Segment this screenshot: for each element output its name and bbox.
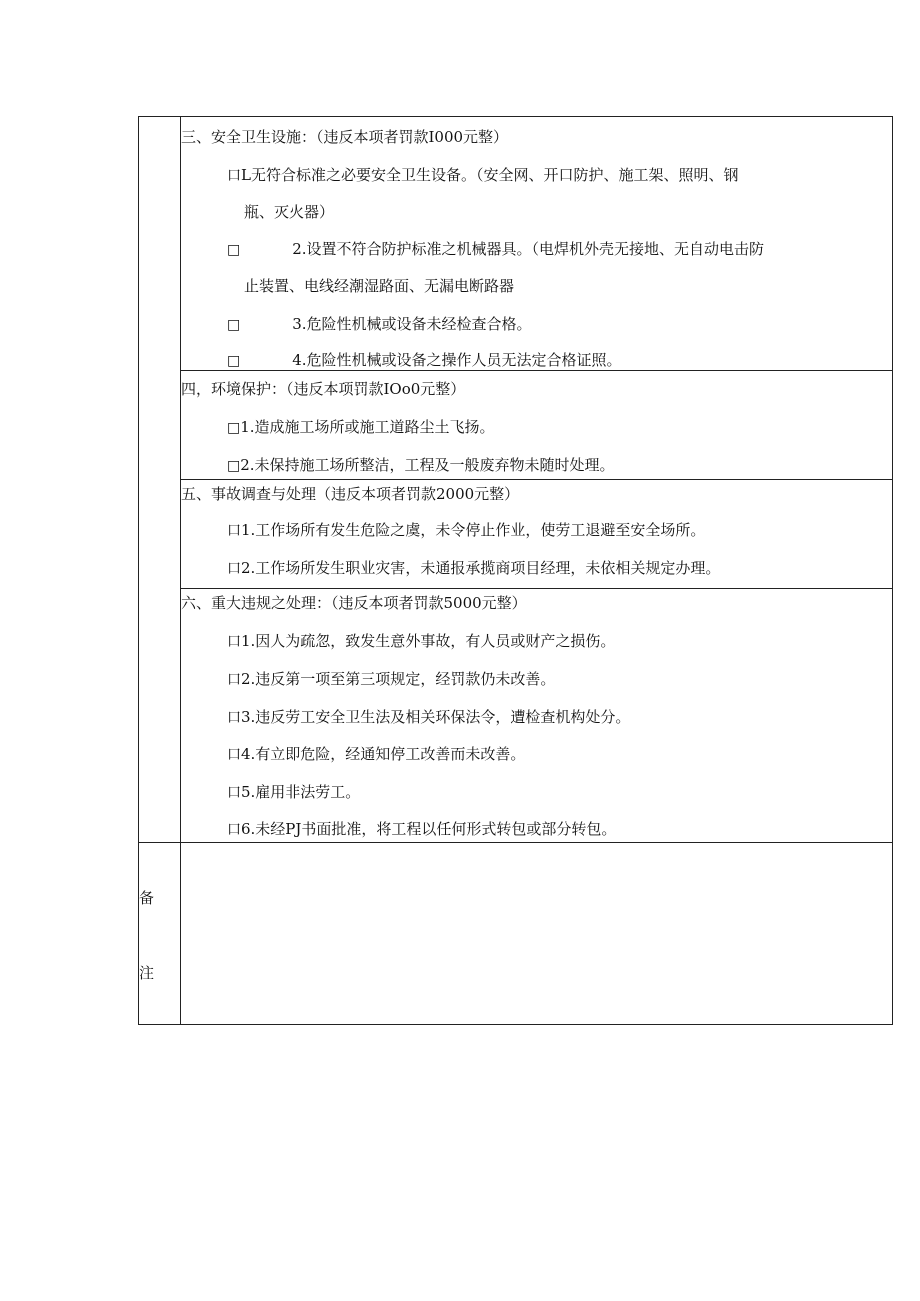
item-text: 5.雇用非法劳工。 xyxy=(241,783,361,801)
remarks-label-char: 备 xyxy=(139,889,155,907)
item-text: 2.工作场所发生职业灾害，未通报承揽商项目经理，未依相关规定办理。 xyxy=(241,559,721,577)
section-accident-handling xyxy=(181,480,892,588)
remarks-label-char: 注 xyxy=(139,964,155,982)
regulation-table xyxy=(138,116,893,1025)
item-text: 1.工作场所有发生危险之虞，未令停止作业，使劳工退避至安全场所。 xyxy=(241,521,706,539)
item-text: 3.违反劳工安全卫生法及相关环保法令，遭检查机构处分。 xyxy=(241,708,631,726)
checkbox-icon[interactable]: 口 xyxy=(227,168,241,184)
checkbox-icon[interactable]: □ xyxy=(227,353,241,369)
checkbox-icon[interactable]: 口 xyxy=(227,523,241,539)
item-text: 2.违反第一项至第三项规定，经罚款仍未改善。 xyxy=(241,670,556,688)
item-text: 1.造成施工场所或施工道路尘土飞扬。 xyxy=(240,418,495,436)
section-heading: 六、重大违规之处理：（违反本项者罚款5000元整） xyxy=(181,594,527,612)
section-heading: 四，环境保护：（违反本项罚款IOo0元整） xyxy=(181,380,466,398)
section-heading: 三、安全卫生设施：（违反本项者罚款I000元整） xyxy=(181,128,509,146)
item-text: 1.因人为疏忽，致发生意外事故，有人员或财产之损伤。 xyxy=(241,632,616,650)
item-text: 6.未经PJ书面批准，将工程以任何形式转包或部分转包。 xyxy=(241,820,617,838)
section-environmental-protection xyxy=(181,371,892,479)
list-item xyxy=(227,819,616,840)
item-text: 3.危险性机械或设备未经检查合格。 xyxy=(292,315,532,333)
list-item xyxy=(227,707,630,728)
section-major-violations xyxy=(181,589,892,842)
list-item xyxy=(227,520,705,541)
list-item xyxy=(227,744,525,765)
list-item xyxy=(227,239,764,260)
list-item xyxy=(227,417,495,438)
list-item xyxy=(227,314,532,335)
item-text: 4.危险性机械或设备之操作人员无法定合格证照。 xyxy=(292,351,622,369)
item-text: 2.未保持施工场所整洁，工程及一般废弃物未随时处理。 xyxy=(240,456,615,474)
checkbox-icon[interactable]: □ xyxy=(227,317,241,333)
section-safety-facilities xyxy=(181,117,892,370)
checkbox-icon[interactable]: 口 xyxy=(227,634,241,650)
list-item xyxy=(227,631,615,652)
checkbox-icon[interactable]: 口 xyxy=(227,822,241,838)
list-item xyxy=(227,165,738,186)
item-text: L无符合标准之必要安全卫生设备。（安全网、开口防护、施工架、照明、钢 xyxy=(241,166,739,184)
list-item xyxy=(227,782,360,803)
item-text: 4.有立即危险，经通知停工改善而未改善。 xyxy=(241,745,526,763)
section-heading: 五、事故调查与处理（违反本项者罚款2000元整） xyxy=(181,485,520,503)
checkbox-icon[interactable]: □ xyxy=(227,242,241,258)
list-item xyxy=(227,669,555,690)
checkbox-icon[interactable]: 口 xyxy=(227,672,241,688)
list-item xyxy=(227,455,615,476)
checkbox-icon[interactable]: 口 xyxy=(227,561,241,577)
item-text-continuation: 止装置、电线经潮湿路面、无漏电断路器 xyxy=(244,277,515,295)
checkbox-icon[interactable]: 口 xyxy=(227,747,241,763)
item-text: 2.设置不符合防护标准之机械器具。（电焊机外壳无接地、无自动电击防 xyxy=(292,240,765,258)
list-item xyxy=(227,350,622,371)
checkbox-icon[interactable]: □ xyxy=(227,458,241,474)
checkbox-icon[interactable]: □ xyxy=(227,420,241,436)
list-item xyxy=(227,558,720,579)
remarks-field[interactable] xyxy=(181,843,892,1024)
checkbox-icon[interactable]: 口 xyxy=(227,710,241,726)
checkbox-icon[interactable]: 口 xyxy=(227,785,241,801)
item-text-continuation: 瓶、灭火器） xyxy=(244,203,335,221)
